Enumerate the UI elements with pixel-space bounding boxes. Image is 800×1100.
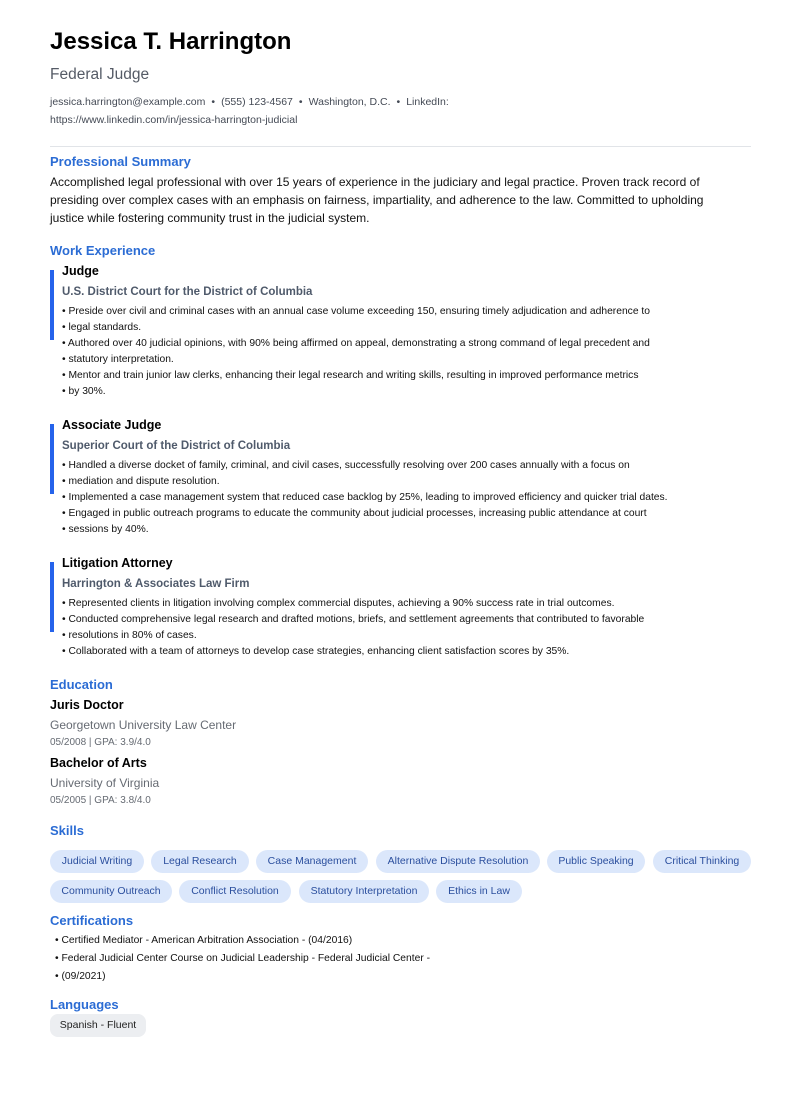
job-bullet: • Handled a diverse docket of family, criminal, and civil cases, successfully resolving over 200 cases annually with a focus on (62, 460, 630, 471)
skill-chip: Alternative Dispute Resolution (376, 850, 540, 873)
summary-line: Accomplished legal professional with over 15 years of experience in the judiciary and legal practice. Proven track record of (50, 175, 700, 189)
summary-line: justice while fostering community trust in the judicial system. (50, 211, 370, 225)
job-title: Associate Judge (62, 418, 162, 432)
job-organization: Superior Court of the District of Columbia (62, 440, 291, 452)
skill-chip: Critical Thinking (653, 850, 751, 873)
candidate-name: Jessica T. Harrington (50, 28, 292, 55)
school-name: University of Virginia (50, 776, 160, 790)
job-bullets (62, 458, 742, 538)
job-bullet: • Conducted comprehensive legal research and drafted motions, briefs, and settlement agreements that contributed to favorable (62, 614, 645, 625)
job-bullet: • statutory interpretation. (62, 354, 174, 365)
contact-info (50, 93, 470, 129)
school-name: Georgetown University Law Center (50, 718, 237, 732)
degree-title: Juris Doctor (50, 698, 124, 712)
job-bullet: • Engaged in public outreach programs to educate the community about judicial processes, increasing public attendance at court (62, 508, 647, 519)
separator: • (396, 96, 401, 108)
skill-chip: Judicial Writing (50, 850, 144, 873)
phone-text: (555) 123-4567 (221, 96, 293, 108)
job-bullet: • legal standards. (62, 322, 142, 333)
certification-item: • Federal Judicial Center Course on Judicial Leadership - Federal Judicial Center - (55, 953, 431, 964)
job-bullet: • Implemented a case management system that reduced case backlog by 25%, leading to improved efficiency and quicker trial dates. (62, 492, 668, 503)
skill-chip: Ethics in Law (436, 880, 522, 903)
degree-title: Bachelor of Arts (50, 756, 147, 770)
certification-item: • Certified Mediator - American Arbitration Association - (04/2016) (55, 935, 353, 946)
job-bullet: • resolutions in 80% of cases. (62, 630, 197, 641)
job-bullets (62, 596, 742, 660)
separator: • (211, 96, 216, 108)
candidate-title: Federal Judge (50, 66, 150, 83)
experience-heading: Work Experience (50, 243, 156, 258)
job-bullet: • mediation and dispute resolution. (62, 476, 220, 487)
skill-chip: Community Outreach (50, 880, 172, 903)
education-meta: 05/2005 | GPA: 3.8/4.0 (50, 795, 151, 806)
header-divider (50, 146, 751, 147)
certification-item: • (09/2021) (55, 971, 106, 982)
job-accent-bar (50, 270, 54, 340)
linkedin-link[interactable]: https://www.linkedin.com/in/jessica-harrington-judicial (50, 114, 298, 126)
summary-text (50, 173, 730, 227)
summary-heading: Professional Summary (50, 154, 191, 169)
job-title: Judge (62, 264, 99, 278)
job-bullet: • Authored over 40 judicial opinions, with 90% being affirmed on appeal, demonstrating a strong command of legal precedent and (62, 338, 650, 349)
job-bullet: • Represented clients in litigation involving complex commercial disputes, achieving a 90% success rate in trial outcomes. (62, 598, 615, 609)
skill-chip: Statutory Interpretation (299, 880, 429, 903)
languages-heading: Languages (50, 997, 119, 1012)
skill-chip: Conflict Resolution (179, 880, 291, 903)
language-chip: Spanish - Fluent (50, 1014, 146, 1037)
skill-chip: Case Management (256, 850, 368, 873)
job-organization: U.S. District Court for the District of Columbia (62, 286, 313, 298)
job-accent-bar (50, 562, 54, 632)
job-bullet: • sessions by 40%. (62, 524, 149, 535)
job-bullet: • Mentor and train junior law clerks, enhancing their legal research and writing skills, resulting in improved performance metrics (62, 370, 639, 381)
skill-chip: Legal Research (151, 850, 249, 873)
job-bullet: • by 30%. (62, 386, 106, 397)
separator: • (298, 96, 303, 108)
email-link[interactable]: jessica.harrington@example.com (50, 96, 206, 108)
linkedin-label: LinkedIn: (406, 96, 449, 108)
certifications-heading: Certifications (50, 913, 134, 928)
job-bullets (62, 304, 742, 400)
skill-chip: Public Speaking (547, 850, 645, 873)
job-organization: Harrington & Associates Law Firm (62, 578, 250, 590)
skills-heading: Skills (50, 823, 84, 838)
education-meta: 05/2008 | GPA: 3.9/4.0 (50, 737, 151, 748)
job-title: Litigation Attorney (62, 556, 173, 570)
job-bullet: • Collaborated with a team of attorneys to develop case strategies, enhancing client satisfaction scores by 35%. (62, 646, 570, 657)
location-text: Washington, D.C. (308, 96, 391, 108)
job-bullet: • Preside over civil and criminal cases with an annual case volume exceeding 150, ensuring timely adjudication and adherence to (62, 306, 651, 317)
summary-line: presiding over complex cases with an emphasis on fairness, impartiality, and adherence to the law. Committed to upholding (50, 193, 704, 207)
education-heading: Education (50, 677, 113, 692)
job-accent-bar (50, 424, 54, 494)
